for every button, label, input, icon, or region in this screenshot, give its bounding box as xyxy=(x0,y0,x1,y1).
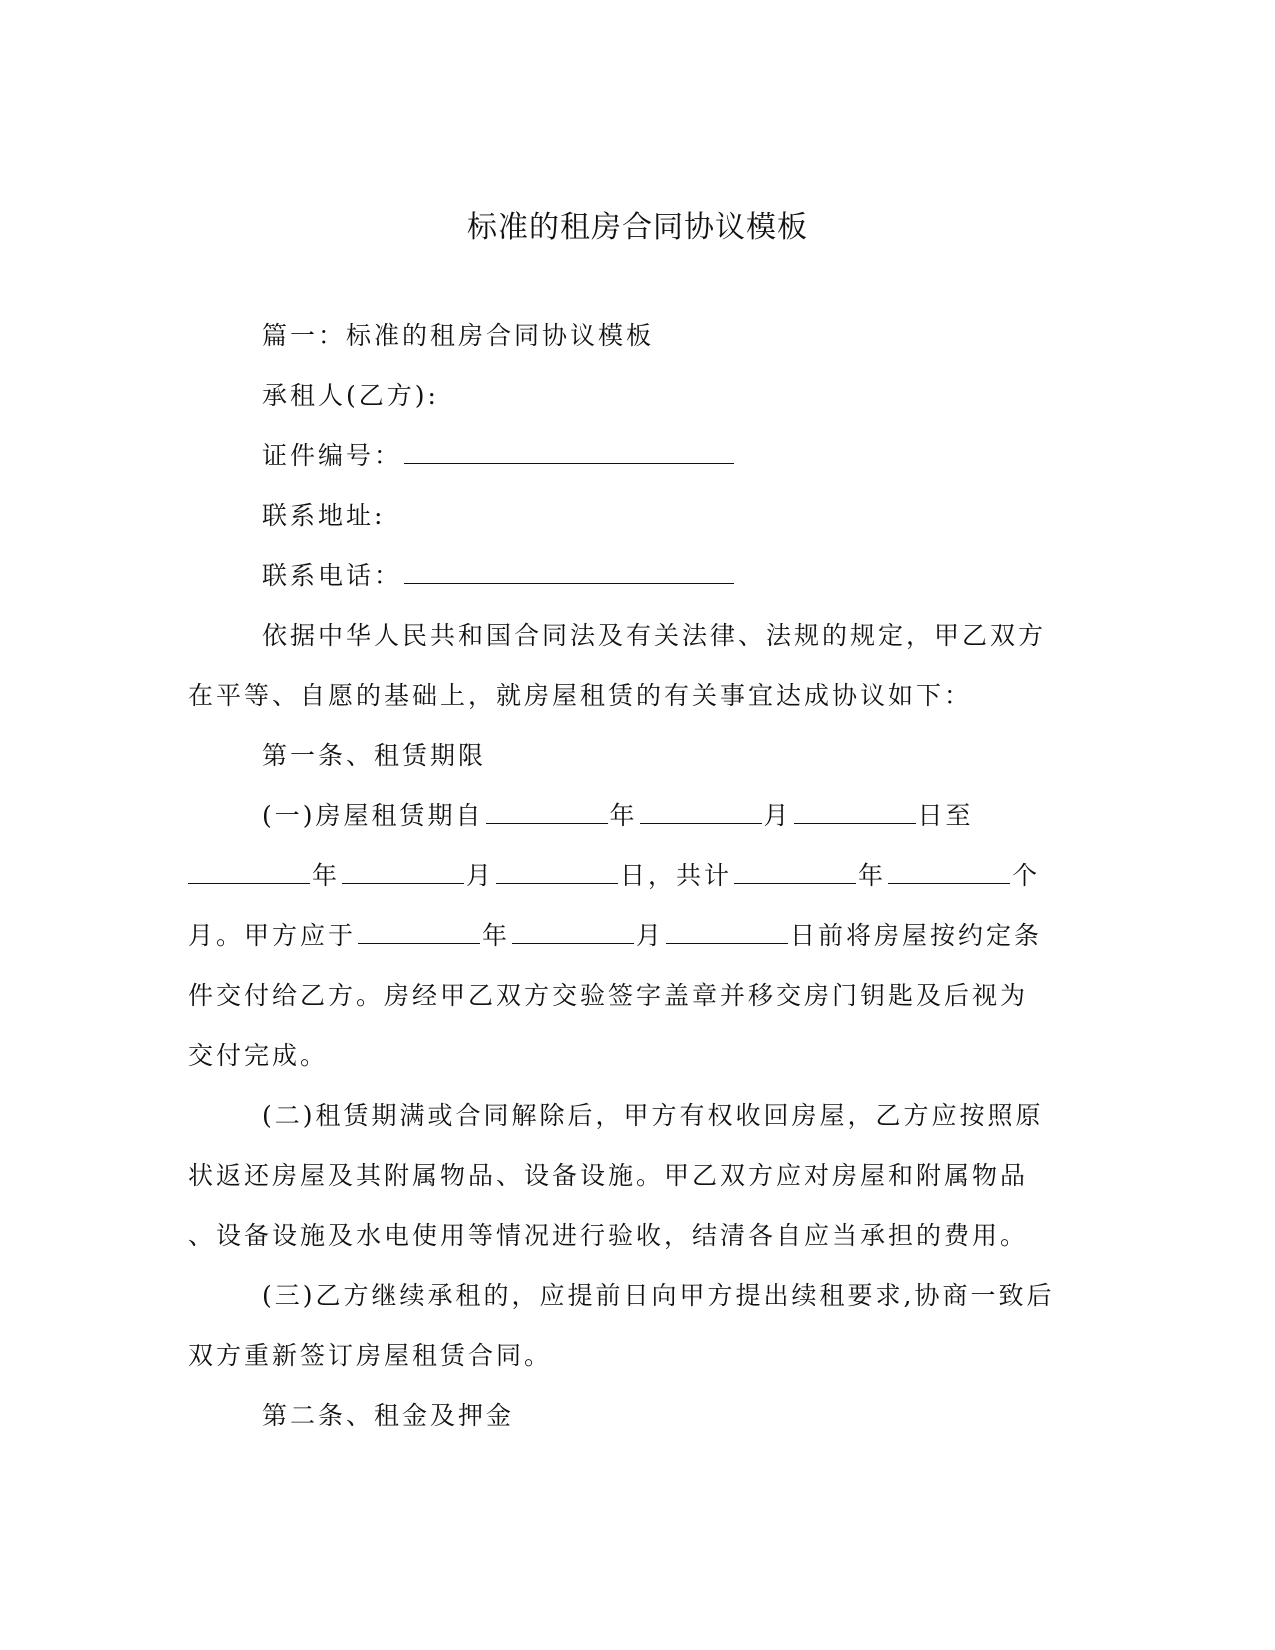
delivery-tail: 日前将房屋按约定条 xyxy=(790,921,1043,950)
delivery-day-blank xyxy=(666,919,788,944)
ge-label: 个 xyxy=(1012,861,1041,890)
clause-3-line-2: 双方重新签订房屋租赁合同。 xyxy=(188,1341,553,1370)
day-to-label: 日至 xyxy=(917,801,974,830)
day-total-label: 日，共计 xyxy=(620,861,733,890)
clause-2-line-3: 、设备设施及水电使用等情况进行验收，结清各自应当承担的费用。 xyxy=(188,1221,1029,1250)
month-label: 月 xyxy=(466,861,495,890)
clause-2-line-1: (二)租赁期满或合同解除后，甲方有权收回房屋，乙方应按照原 xyxy=(262,1101,1044,1130)
start-year-blank xyxy=(486,799,608,824)
phone-label: 联系电话： xyxy=(262,561,403,590)
term-line-2 xyxy=(188,858,1040,894)
clause-2-line-2: 状返还房屋及其附属物品、设备设施。甲乙双方应对房屋和附属物品 xyxy=(188,1161,1029,1190)
phone-blank xyxy=(404,559,734,584)
id-number-label: 证件编号： xyxy=(262,441,403,470)
month-label: 月 xyxy=(636,921,665,950)
month-label: 月 xyxy=(763,801,792,830)
address-label: 联系地址: xyxy=(262,501,386,530)
year-label: 年 xyxy=(609,801,638,830)
delivery-month-blank xyxy=(512,919,634,944)
document-title: 标准的租房合同协议模板 xyxy=(467,210,808,245)
year-label: 年 xyxy=(858,861,887,890)
delivery-label: 月。甲方应于 xyxy=(188,921,357,950)
year-label: 年 xyxy=(312,861,341,890)
delivery-year-blank xyxy=(358,919,480,944)
article-1-title: 第一条、租赁期限 xyxy=(262,741,487,770)
clause-3-line-1: (三)乙方继续承租的，应提前日向甲方提出续租要求,协商一致后 xyxy=(262,1281,1055,1310)
year-label: 年 xyxy=(482,921,511,950)
id-number-blank xyxy=(404,439,734,464)
article-2-title: 第二条、租金及押金 xyxy=(262,1401,515,1430)
end-month-blank xyxy=(342,859,464,884)
id-number-line xyxy=(262,438,736,474)
term-line-4: 件交付给乙方。房经甲乙双方交验签字盖章并移交房门钥匙及后视为 xyxy=(188,981,1029,1010)
total-month-blank xyxy=(888,859,1010,884)
section-heading: 篇一：标准的租房合同协议模板 xyxy=(262,321,655,350)
term-line-3 xyxy=(188,918,1042,954)
start-day-blank xyxy=(794,799,916,824)
start-month-blank xyxy=(640,799,762,824)
end-day-blank xyxy=(496,859,618,884)
phone-line xyxy=(262,558,736,594)
intro-line-2: 在平等、自愿的基础上，就房屋租赁的有关事宜达成协议如下： xyxy=(188,681,973,710)
term-start-label: (一)房屋租赁期自 xyxy=(262,801,484,830)
term-line-1 xyxy=(262,798,974,834)
end-year-blank xyxy=(188,859,310,884)
tenant-label: 承租人(乙方): xyxy=(262,381,439,410)
total-year-blank xyxy=(734,859,856,884)
intro-line-1: 依据中华人民共和国合同法及有关法律、法规的规定，甲乙双方 xyxy=(262,621,1047,650)
term-line-5: 交付完成。 xyxy=(188,1041,329,1070)
